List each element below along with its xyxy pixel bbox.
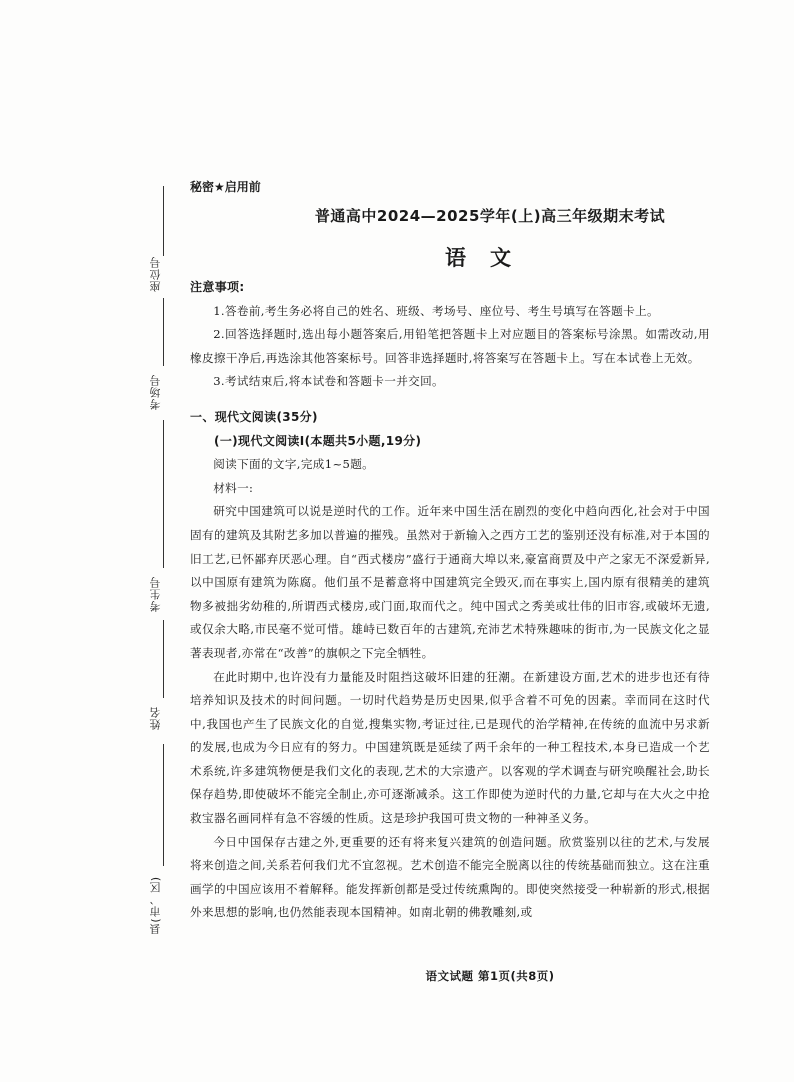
instruction-text: 阅读下面的文字,完成1~5题。 (213, 457, 375, 472)
seat-number-label: 座位号 (149, 256, 162, 292)
notice-title: 注意事项: (190, 280, 245, 294)
material-label: 材料一: (213, 480, 254, 495)
notice-item: 1.答卷前,考生务必将自己的姓名、班级、考场号、座位号、考生号填写在答题卡上。 (213, 303, 659, 318)
binding-line-3 (163, 420, 164, 568)
notice-item: 2.回答选择题时,选出每小题答案后,用铅笔把答题卡上对应题目的答案标号涂黑。如需改动,用橡皮擦干净后,再选涂其他答案标号。回答非选择题时,将答案写在答题卡上。写在本试卷上无效。 (190, 327, 710, 365)
subsection-title: (一)现代文阅读Ⅰ(本题共5小题,19分) (214, 433, 422, 448)
room-number-label: 考场号 (149, 374, 162, 410)
passage-paragraph: 研究中国建筑可以说是逆时代的工作。近年来中国生活在剧烈的变化中趋向西化,社会对于中国固有的建筑及其附艺多加以普遍的摧残。虽然对于新输入之西方工艺的鉴别还没有标准,对于本国的旧工艺,已怀鄙弃厌恶心理。自“西式楼房”盛行于通商大埠以来,豪富商贾及中产之家无不深爱新异,以中国原有建筑为陈腐。他们虽不是蓄意将中国建筑完全毁灭,而在事实上,国内原有很精美的建筑物多被拙劣幼稚的,所谓西式楼房,或门面,取而代之。纯中国式之秀美或壮伟的旧市容,或破坏无遗,或仅余大略,市民毫不觉可惜。雄峙已数百年的古建筑,充沛艺术特殊趣味的街市,为一民族文化之显著表现者,亦常在“改善”的旗帜之下完全牺牲。 (190, 504, 710, 660)
subject-title: 语文 (445, 246, 535, 270)
binding-line-2 (163, 298, 164, 366)
county-label: 县(市、区) (149, 876, 162, 935)
binding-line-1 (163, 186, 164, 256)
notice-list (190, 300, 710, 394)
secret-mark: 秘密★启用前 (190, 180, 261, 194)
passage-paragraph: 今日中国保存古建之外,更重要的还有将来复兴建筑的创造问题。欣赏鉴别以往的艺术,与发展将来创造之间,关系若何我们尤不宜忽视。艺术创造不能完全脱离以往的传统基础而独立。这在注重画学的中国应该用不着解释。能发挥新创都是受过传统熏陶的。即使突然接受一种崭新的形式,根据外来思想的影响,也仍然能表现本国精神。如南北朝的佛教雕刻,或 (190, 834, 710, 920)
exam-title: 普通高中2024—2025学年(上)高三年级期末考试 (314, 207, 666, 225)
exam-number-label: 考生号 (149, 576, 162, 612)
passage-paragraph: 在此时期中,也许没有力量能及时阻挡这破坏旧建的狂潮。在新建设方面,艺术的进步也还有待培养知识及技术的时间问题。一切时代趋势是历史因果,似乎含着不可免的因素。幸而同在这时代中,我国也产生了民族文化的自觉,搜集实物,考证过往,已是现代的治学精神,在传统的血流中另求新的发展,也成为今日应有的努力。中国建筑既是延续了两千余年的一种工程技术,本身已造成一个艺术系统,许多建筑物便是我们文化的表现,艺术的大宗遗产。以客观的学术调查与研究唤醒社会,助长保存趋势,即使破坏不能完全制止,亦可逐渐减杀。这工作即使为逆时代的力量,它却与在大火之中抢救宝器名画同样有急不容缓的性质。这是珍护我国可贵文物的一种神圣义务。 (190, 669, 710, 826)
exam-content (190, 276, 710, 925)
notice-item: 3.考试结束后,将本试卷和答题卡一并交回。 (213, 374, 444, 389)
page-footer: 语文试题 第1页(共8页) (425, 969, 555, 983)
binding-line-4 (163, 620, 164, 698)
binding-line-5 (163, 744, 164, 866)
section-title: 一、现代文阅读(35分) (190, 409, 318, 424)
name-label: 姓名 (149, 706, 162, 730)
